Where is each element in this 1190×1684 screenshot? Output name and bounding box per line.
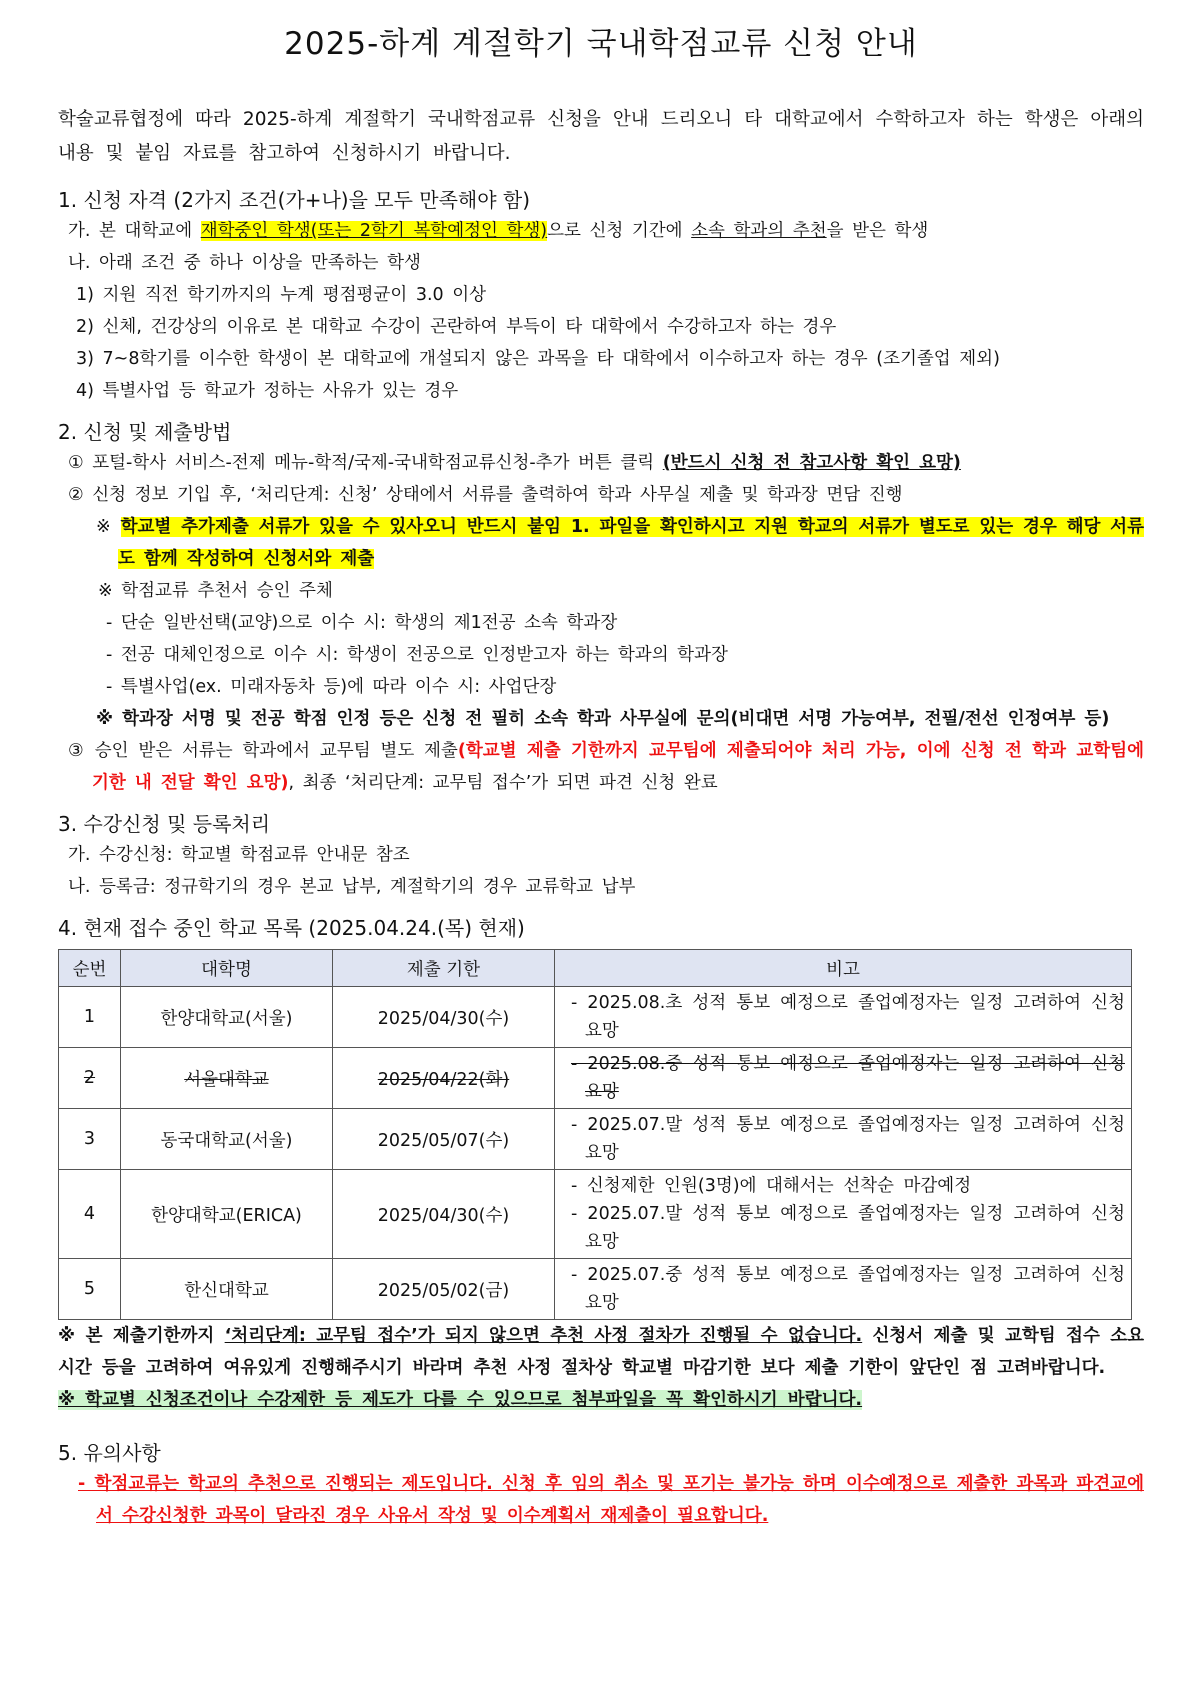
- s2-step-3: ③ 승인 받은 서류는 학과에서 교무팀 별도 제출(학교별 제출 기한까지 교무팀에 제출되어야 처리 가능, 이에 신청 전 학과 교학팀에 기한 내 전달 확인 요망), 최종 ‘처리단계: 교무팀 접수’가 되면 파견 신청 완료: [68, 741, 1145, 793]
- table-row: [59, 1259, 1132, 1320]
- section-1-heading: 1. 신청 자격 (2가지 조건(가+나)을 모두 만족해야 함): [58, 188, 531, 212]
- row-no: 3: [59, 1109, 121, 1170]
- s1-item-2: 2) 신체, 건강상의 이유로 본 대학교 수강이 곤란하여 부득이 타 대학에서 수강하고자 하는 경우: [76, 317, 837, 337]
- row-notes: - 2025.08.초 성적 통보 예정으로 졸업예정자는 일정 고려하여 신청 요망: [555, 987, 1132, 1048]
- table-row: [59, 987, 1132, 1048]
- intro-paragraph: 학술교류협정에 따라 2025-하계 계절학기 국내학점교류 신청을 안내 드리오니 타 대학교에서 수학하고자 하는 학생은 아래의 내용 및 붙임 자료를 참고하여 신청하시기 바랍니다.: [58, 109, 1144, 164]
- table-row: [59, 1048, 1132, 1109]
- s4-attachment-note: ※ 학교별 신청조건이나 수강제한 등 제도가 다를 수 있으므로 첨부파일을 꼭 확인하시기 바랍니다.: [58, 1390, 863, 1410]
- s2-approver-2: - 전공 대체인정으로 이수 시: 학생이 전공으로 인정받고자 하는 학과의 학과장: [106, 645, 728, 665]
- row-univ: 한신대학교: [121, 1259, 333, 1320]
- row-notes: - 2025.07.중 성적 통보 예정으로 졸업예정자는 일정 고려하여 신청 요망: [555, 1259, 1132, 1320]
- s3-item-na: 나. 등록금: 정규학기의 경우 본교 납부, 계절학기의 경우 교류학교 납부: [68, 877, 636, 897]
- row-no: 1: [59, 987, 121, 1048]
- row-no: 5: [59, 1259, 121, 1320]
- s2-note-extra-docs: ※ 학교별 추가제출 서류가 있을 수 있사오니 반드시 붙임 1. 파일을 확인하시고 지원 학교의 서류가 별도로 있는 경우 해당 서류도 함께 작성하여 신청서와 제출: [96, 517, 1144, 569]
- row-univ: 한양대학교(ERICA): [121, 1170, 333, 1259]
- school-list-table: [58, 949, 1132, 1320]
- s1-item-1: 1) 지원 직전 학기까지의 누계 평점평균이 3.0 이상: [76, 285, 487, 305]
- row-notes: - 2025.07.말 성적 통보 예정으로 졸업예정자는 일정 고려하여 신청 요망: [555, 1109, 1132, 1170]
- row-no: 4: [59, 1170, 121, 1259]
- s4-deadline-note: ※ 본 제출기한까지 ‘처리단계: 교무팀 접수’가 되지 않으면 추천 사정 절차가 진행될 수 없습니다. 신청서 제출 및 교학팀 접수 소요시간 등을 고려하여 여유있게 진행해주시기 바라며 추천 사정 절차상 학교별 마감기한 보다 제출 기한이 앞단인 점 고려바랍니다.: [58, 1326, 1145, 1378]
- row-notes: - 신청제한 인원(3명)에 대해서는 선착순 마감예정 - 2025.07.말 성적 통보 예정으로 졸업예정자는 일정 고려하여 신청 요망: [555, 1170, 1132, 1259]
- s1-item-3: 3) 7~8학기를 이수한 학생이 본 대학교에 개설되지 않은 과목을 타 대학에서 이수하고자 하는 경우 (조기졸업 제외): [76, 349, 1000, 369]
- section-4-heading: 4. 현재 접수 중인 학교 목록 (2025.04.24.(목) 현재): [58, 916, 525, 940]
- s1-condition-ga: 가. 본 대학교에 재학중인 학생(또는 2학기 복학예정인 학생)으로 신청 기간에 소속 학과의 추천을 받은 학생: [68, 221, 929, 241]
- s2-note-signature: ※ 학과장 서명 및 전공 학점 인정 등은 신청 전 필히 소속 학과 사무실에 문의(비대면 서명 가능여부, 전필/전선 인정여부 등): [96, 709, 1110, 729]
- col-header-due: 제출 기한: [333, 950, 555, 987]
- s2-note-approver: ※ 학점교류 추천서 승인 주체: [98, 581, 333, 601]
- col-header-univ: 대학명: [121, 950, 333, 987]
- s1-condition-na: 나. 아래 조건 중 하나 이상을 만족하는 학생: [68, 253, 421, 273]
- row-due: 2025/04/30(수): [333, 987, 555, 1048]
- table-row: [59, 1109, 1132, 1170]
- section-2-heading: 2. 신청 및 제출방법: [58, 420, 232, 444]
- s2-approver-3: - 특별사업(ex. 미래자동차 등)에 따라 이수 시: 사업단장: [106, 677, 557, 697]
- section-3-heading: 3. 수강신청 및 등록처리: [58, 812, 271, 836]
- s3-item-ga: 가. 수강신청: 학교별 학점교류 안내문 참조: [68, 845, 410, 865]
- s1-item-4: 4) 특별사업 등 학교가 정하는 사유가 있는 경우: [76, 381, 459, 401]
- s5-caution-note: - 학점교류는 학교의 추천으로 진행되는 제도입니다. 신청 후 임의 취소 및 포기는 불가능 하며 이수예정으로 제출한 과목과 파견교에서 수강신청한 과목이 달라진 경우 사유서 작성 및 이수계획서 재제출이 필요합니다.: [78, 1474, 1144, 1526]
- page-title: 2025-하계 계절학기 국내학점교류 신청 안내: [284, 26, 918, 62]
- row-no: 2: [59, 1048, 121, 1109]
- table-header-row: [59, 950, 1132, 987]
- row-notes: - 2025.08.중 성적 통보 예정으로 졸업예정자는 일정 고려하여 신청 요망: [555, 1048, 1132, 1109]
- s2-approver-1: - 단순 일반선택(교양)으로 이수 시: 학생의 제1전공 소속 학과장: [106, 613, 618, 633]
- row-univ: 서울대학교: [121, 1048, 333, 1109]
- section-5-heading: 5. 유의사항: [58, 1441, 161, 1465]
- table-row: [59, 1170, 1132, 1259]
- row-due: 2025/05/07(수): [333, 1109, 555, 1170]
- col-header-notes: 비고: [555, 950, 1132, 987]
- row-due: 2025/05/02(금): [333, 1259, 555, 1320]
- row-univ: 동국대학교(서울): [121, 1109, 333, 1170]
- row-due: 2025/04/30(수): [333, 1170, 555, 1259]
- row-univ: 한양대학교(서울): [121, 987, 333, 1048]
- s2-step-2: ② 신청 정보 기입 후, ‘처리단계: 신청’ 상태에서 서류를 출력하여 학과 사무실 제출 및 학과장 면담 진행: [68, 485, 903, 505]
- row-due: 2025/04/22(화): [333, 1048, 555, 1109]
- s2-step-1: ① 포털-학사 서비스-전제 메뉴-학적/국제-국내학점교류신청-추가 버튼 클릭 (반드시 신청 전 참고사항 확인 요망): [68, 453, 961, 473]
- document-page: [58, 18, 1144, 1532]
- col-header-no: 순번: [59, 950, 121, 987]
